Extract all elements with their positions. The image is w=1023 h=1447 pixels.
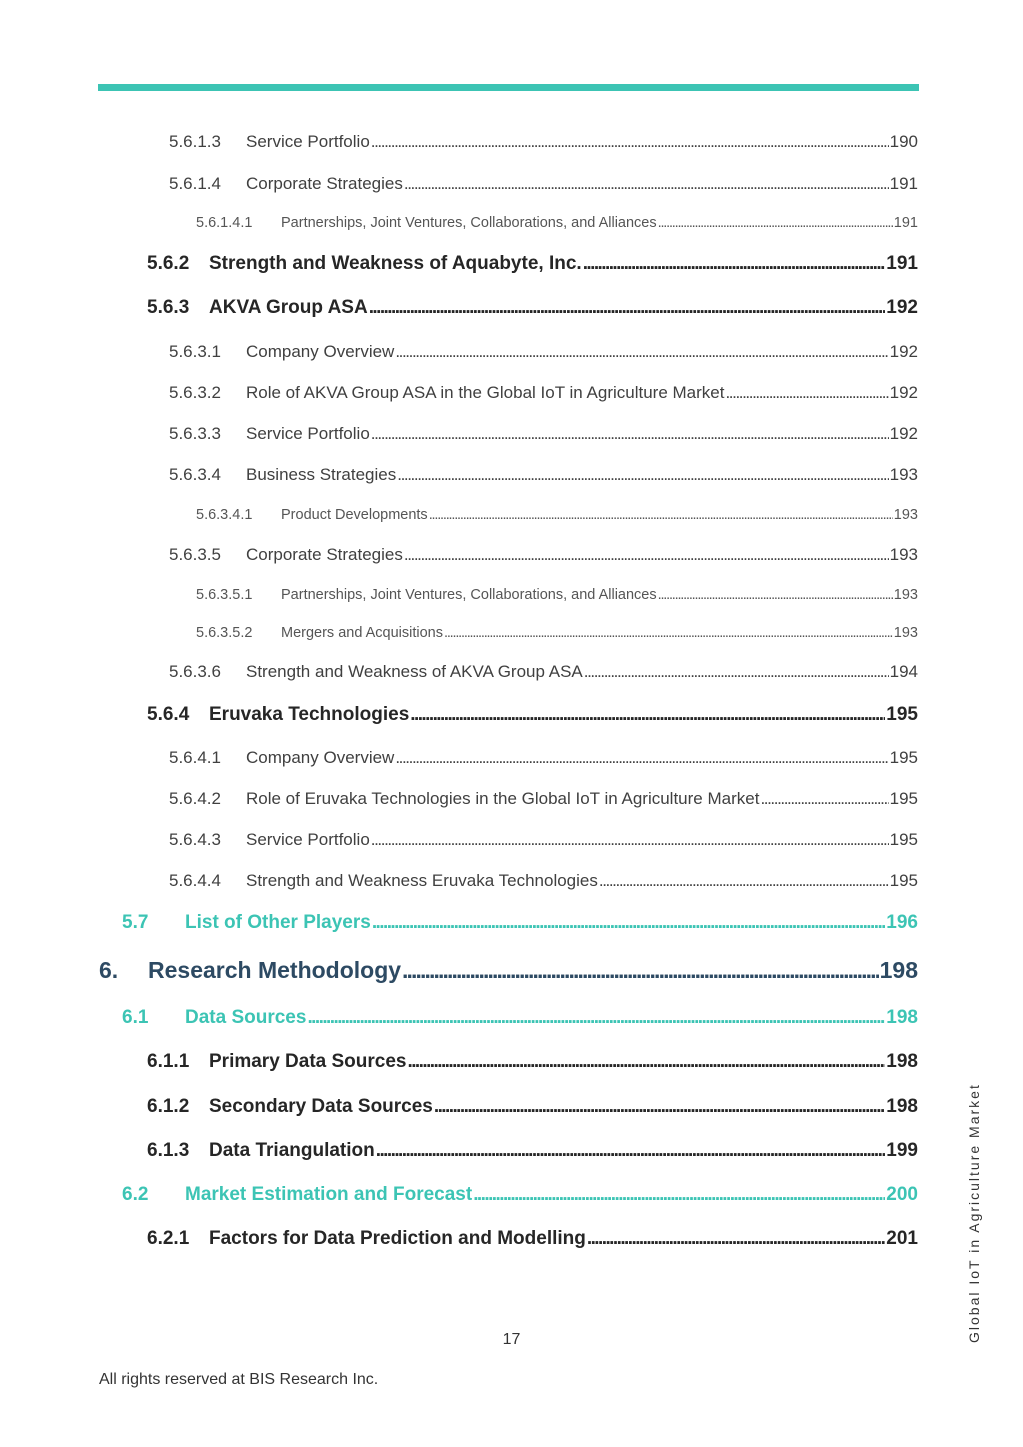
toc-entry-number: 5.6.3.1: [169, 342, 221, 361]
page-number: 17: [502, 1331, 521, 1348]
toc-entry-page: 193: [889, 465, 918, 484]
toc-entry[interactable]: [196, 625, 918, 641]
toc-entry[interactable]: [169, 342, 918, 362]
toc-entry-page: 194: [889, 662, 918, 681]
toc-leader-dots: [583, 253, 886, 275]
toc-entry[interactable]: [196, 507, 918, 523]
toc-entry[interactable]: [147, 1140, 918, 1162]
toc-leader-dots: [307, 1007, 885, 1029]
toc-entry[interactable]: [122, 1184, 918, 1206]
toc-entry-title: Service Portfolio: [246, 424, 370, 443]
toc-entry-page: 199: [886, 1140, 918, 1161]
toc-leader-dots: [371, 132, 889, 152]
toc-entry[interactable]: [147, 1096, 918, 1118]
toc-entry-page: 192: [889, 383, 918, 402]
toc-entry-page: 193: [889, 545, 918, 564]
toc-entry-title: Partnerships, Joint Ventures, Collaborations, and Alliances: [281, 587, 657, 603]
toc-entry-number: 5.6.1.4: [169, 174, 221, 193]
toc-entry-title: Data Sources: [185, 1007, 307, 1028]
toc-entry-number: 5.6.2: [147, 253, 190, 274]
toc-entry-page: 192: [886, 297, 918, 318]
toc-entry-number: 6.1: [122, 1007, 149, 1028]
toc-entry-title: Service Portfolio: [246, 830, 370, 849]
toc-entry[interactable]: [99, 957, 918, 984]
toc-leader-dots: [371, 424, 889, 444]
toc-leader-dots: [473, 1184, 885, 1206]
toc-entry-title: Strength and Weakness of Aquabyte, Inc.: [209, 253, 582, 274]
toc-entry-page: 195: [889, 830, 918, 849]
toc-entry-number: 6.2: [122, 1184, 149, 1205]
toc-entry[interactable]: [196, 587, 918, 603]
toc-leader-dots: [408, 1051, 886, 1073]
toc-entry-title: Factors for Data Prediction and Modelling: [209, 1228, 586, 1249]
toc-entry-title: Primary Data Sources: [209, 1051, 407, 1072]
toc-entry-title: Role of Eruvaka Technologies in the Global IoT in Agriculture Market: [246, 789, 760, 808]
toc-entry-page: 191: [893, 215, 918, 231]
toc-entry-number: 6.: [99, 957, 119, 983]
toc-entry[interactable]: [147, 704, 918, 726]
toc-entry-number: 5.6.3.4: [169, 465, 221, 484]
side-running-title: Global IoT in Agriculture Market: [966, 1083, 982, 1343]
toc-entry-page: 198: [886, 1051, 918, 1072]
toc-entry[interactable]: [169, 789, 918, 809]
toc-leader-dots: [397, 465, 888, 485]
toc-entry[interactable]: [169, 424, 918, 444]
toc-leader-dots: [429, 507, 893, 523]
toc-leader-dots: [658, 587, 893, 603]
toc-entry-title: Business Strategies: [246, 465, 397, 484]
toc-entry-title: Corporate Strategies: [246, 174, 403, 193]
toc-entry[interactable]: [169, 465, 918, 485]
toc-entry[interactable]: [169, 545, 918, 565]
toc-entry-number: 6.1.3: [147, 1140, 190, 1161]
toc-entry-title: Partnerships, Joint Ventures, Collaborations, and Alliances: [281, 215, 657, 231]
toc-leader-dots: [404, 545, 889, 565]
toc-leader-dots: [584, 662, 889, 682]
toc-entry-number: 5.6.4.4: [169, 871, 221, 890]
toc-entry-title: Secondary Data Sources: [209, 1096, 433, 1117]
toc-leader-dots: [725, 383, 888, 403]
toc-entry-page: 200: [886, 1184, 918, 1205]
toc-entry-number: 5.6.3.6: [169, 662, 221, 681]
toc-entry-number: 6.1.2: [147, 1096, 190, 1117]
top-accent-rule: [98, 84, 919, 91]
toc-entry-title: Company Overview: [246, 748, 395, 767]
toc-entry-number: 5.7: [122, 912, 149, 933]
toc-entry-title: Product Developments: [281, 507, 428, 523]
toc-entry-title: Research Methodology: [148, 957, 402, 983]
toc-entry[interactable]: [147, 297, 918, 319]
toc-entry-page: 193: [893, 587, 918, 603]
toc-leader-dots: [376, 1140, 886, 1162]
toc-entry-number: 5.6.4: [147, 704, 190, 725]
toc-entry-title: Service Portfolio: [246, 132, 370, 151]
toc-entry-title: Eruvaka Technologies: [209, 704, 410, 725]
toc-entry-page: 193: [893, 625, 918, 641]
toc-leader-dots: [402, 957, 879, 984]
toc-entry-title: Mergers and Acquisitions: [281, 625, 443, 641]
toc-entry[interactable]: [122, 912, 918, 934]
toc-entry-title: Role of AKVA Group ASA in the Global IoT in Agriculture Market: [246, 383, 725, 402]
toc-entry[interactable]: [122, 1007, 918, 1029]
toc-leader-dots: [587, 1228, 885, 1250]
toc-leader-dots: [444, 625, 893, 641]
toc-entry[interactable]: [169, 748, 918, 768]
toc-entry[interactable]: [169, 383, 918, 403]
toc-entry-number: 5.6.3.3: [169, 424, 221, 443]
toc-entry-page: 198: [879, 957, 918, 983]
toc-entry-number: 5.6.1.4.1: [196, 215, 253, 231]
toc-leader-dots: [760, 789, 888, 809]
toc-entry-page: 193: [893, 507, 918, 523]
toc-entry-number: 5.6.4.3: [169, 830, 221, 849]
toc-entry-number: 5.6.3.5.1: [196, 587, 253, 603]
toc-entry-number: 5.6.3.4.1: [196, 507, 253, 523]
toc-entry-number: 6.2.1: [147, 1228, 190, 1249]
toc-entry-page: 195: [889, 871, 918, 890]
toc-entry-number: 5.6.3.2: [169, 383, 221, 402]
toc-entry-title: Strength and Weakness of AKVA Group ASA: [246, 662, 583, 681]
toc-leader-dots: [369, 297, 886, 319]
toc-entry-title: AKVA Group ASA: [209, 297, 368, 318]
toc-entry-page: 198: [886, 1007, 918, 1028]
toc-leader-dots: [599, 871, 889, 891]
toc-entry-page: 191: [886, 253, 918, 274]
toc-entry[interactable]: [169, 871, 918, 891]
toc-entry-page: 195: [886, 704, 918, 725]
toc-entry-number: 5.6.4.1: [169, 748, 221, 767]
toc-entry[interactable]: [169, 174, 918, 194]
toc-entry-page: 192: [889, 424, 918, 443]
toc-entry-page: 195: [889, 748, 918, 767]
footer-copyright: All rights reserved at BIS Research Inc.: [99, 1371, 379, 1388]
toc-leader-dots: [395, 342, 888, 362]
toc-entry[interactable]: [147, 253, 918, 275]
toc-entry[interactable]: [196, 215, 918, 231]
toc-entry-page: 195: [889, 789, 918, 808]
toc-entry[interactable]: [147, 1051, 918, 1073]
toc-entry-page: 190: [889, 132, 918, 151]
toc-leader-dots: [395, 748, 888, 768]
toc-entry[interactable]: [147, 1228, 918, 1250]
toc-leader-dots: [410, 704, 885, 726]
toc-entry-title: Data Triangulation: [209, 1140, 375, 1161]
toc-leader-dots: [434, 1096, 885, 1118]
toc-leader-dots: [372, 912, 885, 934]
toc-entry[interactable]: [169, 132, 918, 152]
toc-entry[interactable]: [169, 830, 918, 850]
toc-entry-title: Market Estimation and Forecast: [185, 1184, 473, 1205]
toc-entry[interactable]: [169, 662, 918, 682]
toc-entry-number: 5.6.3: [147, 297, 190, 318]
toc-entry-page: 201: [886, 1228, 918, 1249]
toc-entry-page: 191: [889, 174, 918, 193]
toc-entry-number: 5.6.1.3: [169, 132, 221, 151]
toc-entry-page: 192: [889, 342, 918, 361]
toc-entry-number: 5.6.3.5.2: [196, 625, 253, 641]
toc-leader-dots: [404, 174, 889, 194]
toc-entry-title: Corporate Strategies: [246, 545, 403, 564]
toc-entry-page: 196: [886, 912, 918, 933]
toc-leader-dots: [371, 830, 889, 850]
toc-entry-number: 5.6.3.5: [169, 545, 221, 564]
toc-entry-number: 6.1.1: [147, 1051, 190, 1072]
toc-entry-title: Company Overview: [246, 342, 395, 361]
toc-entry-title: Strength and Weakness Eruvaka Technologies: [246, 871, 598, 890]
toc-entry-number: 5.6.4.2: [169, 789, 221, 808]
toc-entry-title: List of Other Players: [185, 912, 371, 933]
toc-leader-dots: [658, 215, 893, 231]
toc-entry-page: 198: [886, 1096, 918, 1117]
